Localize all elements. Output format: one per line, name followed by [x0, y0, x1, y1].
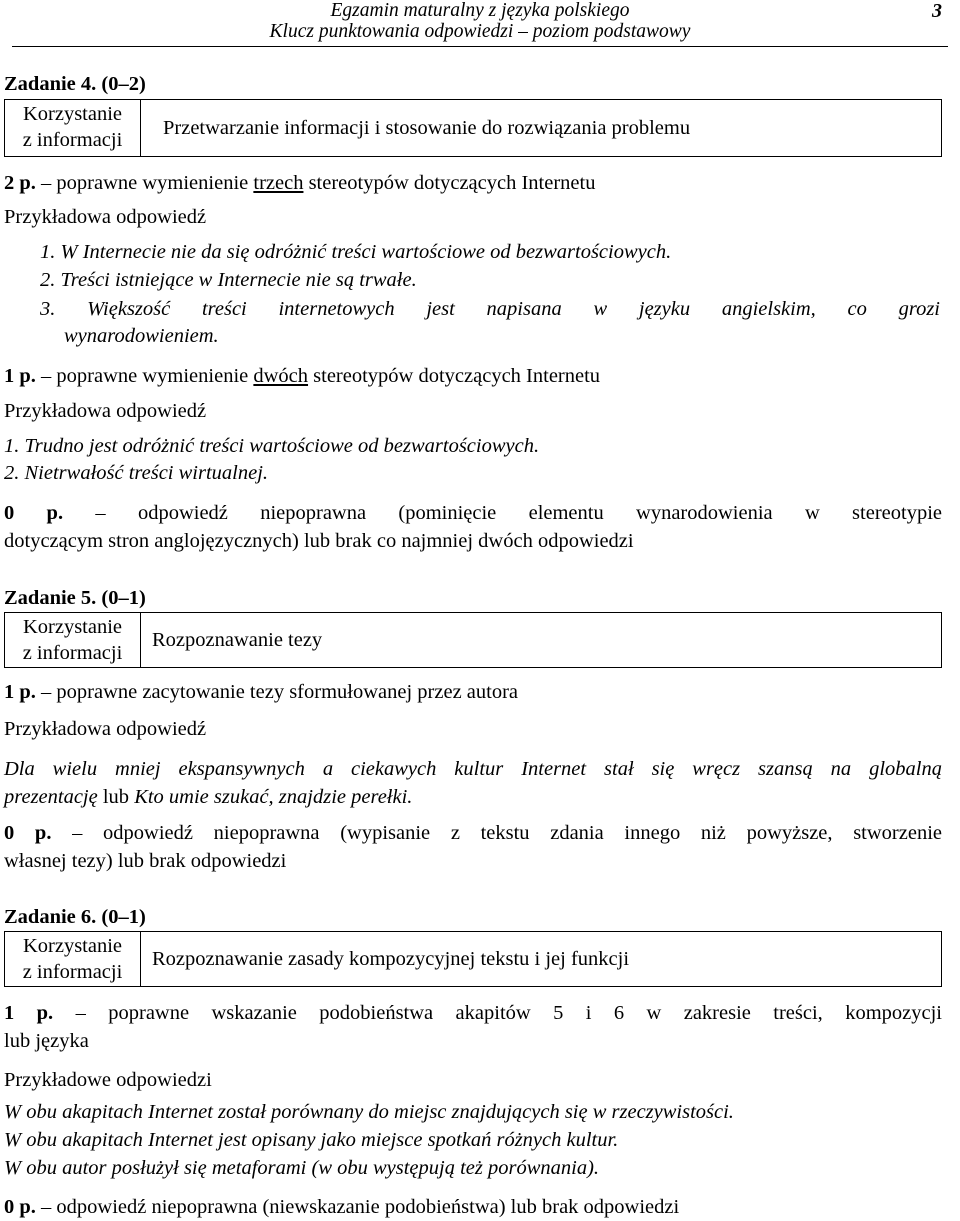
task-6-criterion-1p: 1 p. – poprawne wskazanie podobieństwa akapitów 5 i 6 w zakresie treści, kompozycji	[4, 1002, 942, 1024]
task-4-example-2p-3-cont: wynarodowieniem.	[64, 325, 219, 347]
exam-title: Egzamin maturalny z języka polskiego	[330, 0, 630, 21]
page-header	[12, 0, 948, 47]
exam-subtitle: Klucz punktowania odpowiedzi – poziom podstawowy	[269, 21, 691, 42]
page-number: 3	[932, 0, 942, 22]
task-4-criterion-0p: 0 p. – odpowiedź niepoprawna (pominięcie elementu wynarodowienia w stereotypie	[4, 502, 942, 524]
task-4-example-2p-2: 2. Treści istniejące w Internecie nie są trwałe.	[40, 269, 417, 291]
task-5-criterion-0p: 0 p. – odpowiedź niepoprawna (wypisanie z tekstu zdania innego niż powyższe, stworzenie	[4, 822, 942, 844]
task-6-title: Zadanie 6. (0–1)	[4, 906, 146, 928]
task-4-criterion-0p-cont: dotyczącym stron anglojęzycznych) lub brak co najmniej dwóch odpowiedzi	[4, 530, 634, 552]
task-5-example-line-1: Dla wielu mniej ekspansywnych a ciekawych kultur Internet stał się wręcz szansą na globalną	[4, 758, 942, 780]
task-6-skill-table	[4, 931, 942, 987]
task-5-criterion-1p: 1 p. – poprawne zacytowanie tezy sformułowanej przez autora	[4, 681, 519, 703]
task-4-title: Zadanie 4. (0–2)	[4, 73, 146, 95]
task-4-skill-category: Korzystanie z informacji	[5, 100, 141, 156]
task-4-example-2p-1: 1. W Internecie nie da się odróżnić treści wartościowe od bezwartościowych.	[40, 241, 672, 263]
task-5-skill-category: Korzystanie z informacji	[5, 613, 141, 667]
task-4-criterion-1p: 1 p. – poprawne wymienienie dwóch stereotypów dotyczących Internetu	[4, 365, 601, 387]
task-4-example-2p-3: 3. Większość treści internetowych jest napisana w języku angielskim, co grozi	[40, 298, 940, 320]
task-4-sample-label-2: Przykładowa odpowiedź	[4, 400, 207, 422]
task-4-example-1p-2: 2. Nietrwałość treści wirtualnej.	[4, 462, 269, 484]
task-5-skill-table	[4, 612, 942, 668]
task-6-sample-label: Przykładowe odpowiedzi	[4, 1069, 212, 1091]
task-4-sample-label-1: Przykładowa odpowiedź	[4, 206, 207, 228]
task-6-criterion-0p: 0 p. – odpowiedź niepoprawna (niewskazanie podobieństwa) lub brak odpowiedzi	[4, 1196, 680, 1218]
task-5-skill: Rozpoznawanie tezy	[152, 629, 323, 651]
task-4-skill-table	[4, 99, 942, 157]
task-4-skill: Przetwarzanie informacji i stosowanie do rozwiązania problemu	[163, 117, 691, 139]
task-6-skill: Rozpoznawanie zasady kompozycyjnej tekstu i jej funkcji	[152, 948, 630, 970]
task-4-example-1p-1: 1. Trudno jest odróżnić treści wartościowe od bezwartościowych.	[4, 435, 540, 457]
task-5-sample-label: Przykładowa odpowiedź	[4, 718, 207, 740]
task-5-title: Zadanie 5. (0–1)	[4, 587, 146, 609]
task-4-criterion-2p: 2 p. – poprawne wymienienie trzech stereotypów dotyczących Internetu	[4, 172, 596, 194]
task-6-example-2: W obu akapitach Internet jest opisany jako miejsce spotkań różnych kultur.	[4, 1129, 619, 1151]
task-6-criterion-1p-cont: lub języka	[4, 1030, 89, 1052]
task-5-example-line-2: prezentację lub Kto umie szukać, znajdzie perełki.	[4, 786, 413, 808]
task-6-example-3: W obu autor posłużył się metaforami (w obu występują też porównania).	[4, 1157, 600, 1179]
task-5-criterion-0p-cont: własnej tezy) lub brak odpowiedzi	[4, 850, 287, 872]
task-6-skill-category: Korzystanie z informacji	[5, 932, 141, 986]
task-6-example-1: W obu akapitach Internet został porównany do miejsc znajdujących się w rzeczywistości.	[4, 1101, 734, 1123]
